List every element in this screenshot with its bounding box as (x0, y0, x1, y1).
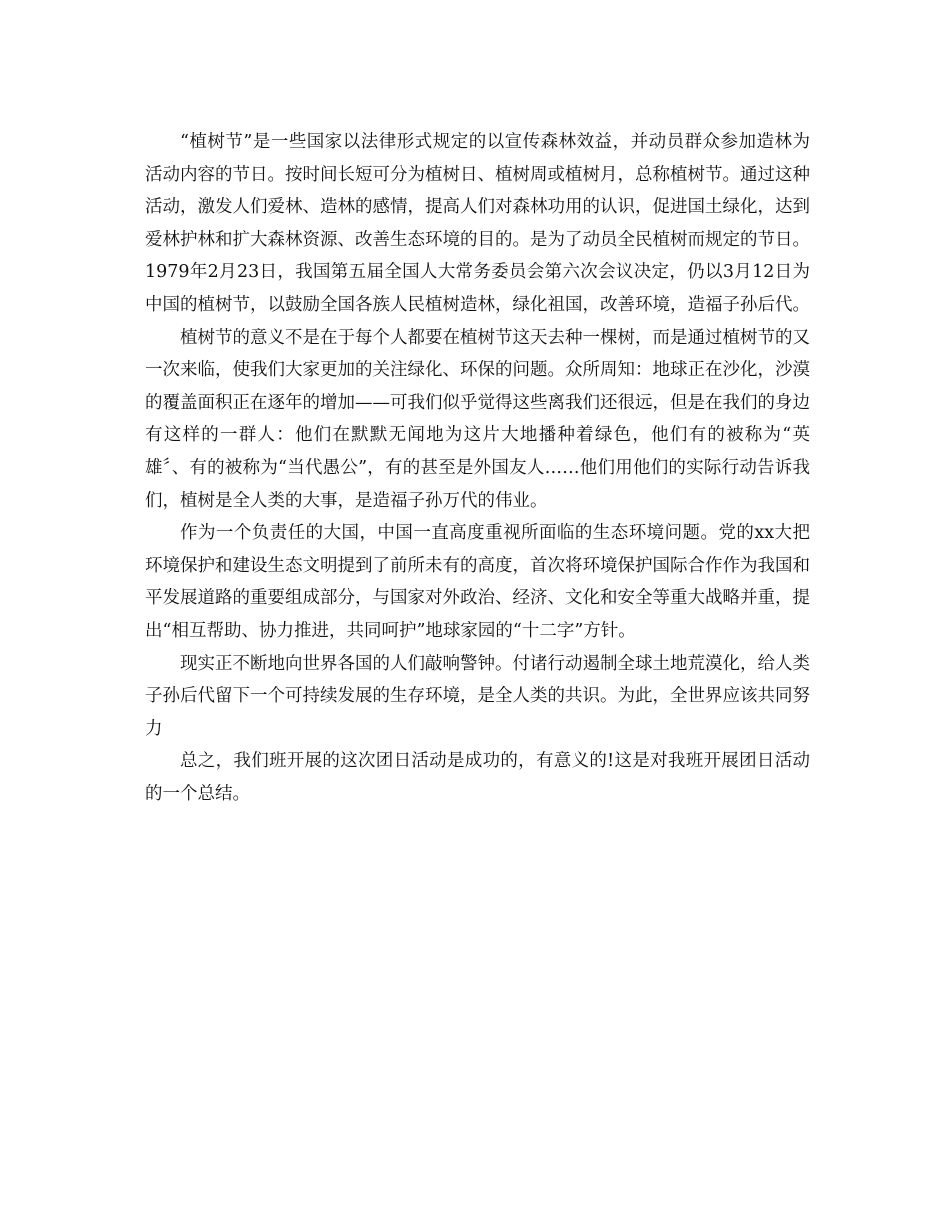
paragraph-2: 植树节的意义不是在于每个人都要在植树节这天去种一棵树，而是通过植树节的又一次来临，使我们大家更加的关注绿化、环保的问题。众所周知：地球正在沙化，沙漠的覆盖面积正在逐年的增加——可我们似乎觉得这些离我们还很远，但是在我们的身边有这样的一群人：他们在默默无闻地为这片大地播种着绿色，他们有的被称为“英雄〞、有的被称为“当代愚公”，有的甚至是外国友人……他们用他们的实际行动告诉我们，植树是全人类的大事，是造福子孙万代的伟业。 (145, 327, 810, 511)
paragraph-4: 现实正不断地向世界各国的人们敲响警钟。付诸行动遏制全球土地荒漠化，给人类子孙后代留下一个可持续发展的生存环境，是全人类的共识。为此，全世界应该共同努力 (145, 653, 810, 739)
paragraph-5: 总之，我们班开展的这次团日活动是成功的，有意义的!这是对我班开展团日活动的一个总结。 (145, 751, 810, 804)
paragraph-3: 作为一个负责任的大国，中国一直高度重视所面临的生态环境问题。党的xx大把环境保护和建设生态文明提到了前所未有的高度，首次将环境保护国际合作作为我国和平发展道路的重要组成部分，与国家对外政治、经济、文化和安全等重大战略并重，提出“相互帮助、协力推进，共同呵护”地球家园的“十二字”方针。 (145, 523, 810, 641)
paragraph-1: “植树节”是一些国家以法律形式规定的以宣传森林效益，并动员群众参加造林为活动内容的节日。按时间长短可分为植树日、植树周或植树月，总称植树节。通过这种活动，激发人们爱林、造林的感情，提高人们对森林功用的认识，促进国土绿化，达到爱林护林和扩大森林资源、改善生态环境的目的。是为了动员全民植树而规定的节日。1979年2月23日，我国第五届全国人大常务委员会第六次会议决定，仍以3月12日为中国的植树节，以鼓励全国各族人民植树造林，绿化祖国，改善环境，造福子孙后代。 (145, 132, 810, 315)
document-body (145, 126, 810, 810)
